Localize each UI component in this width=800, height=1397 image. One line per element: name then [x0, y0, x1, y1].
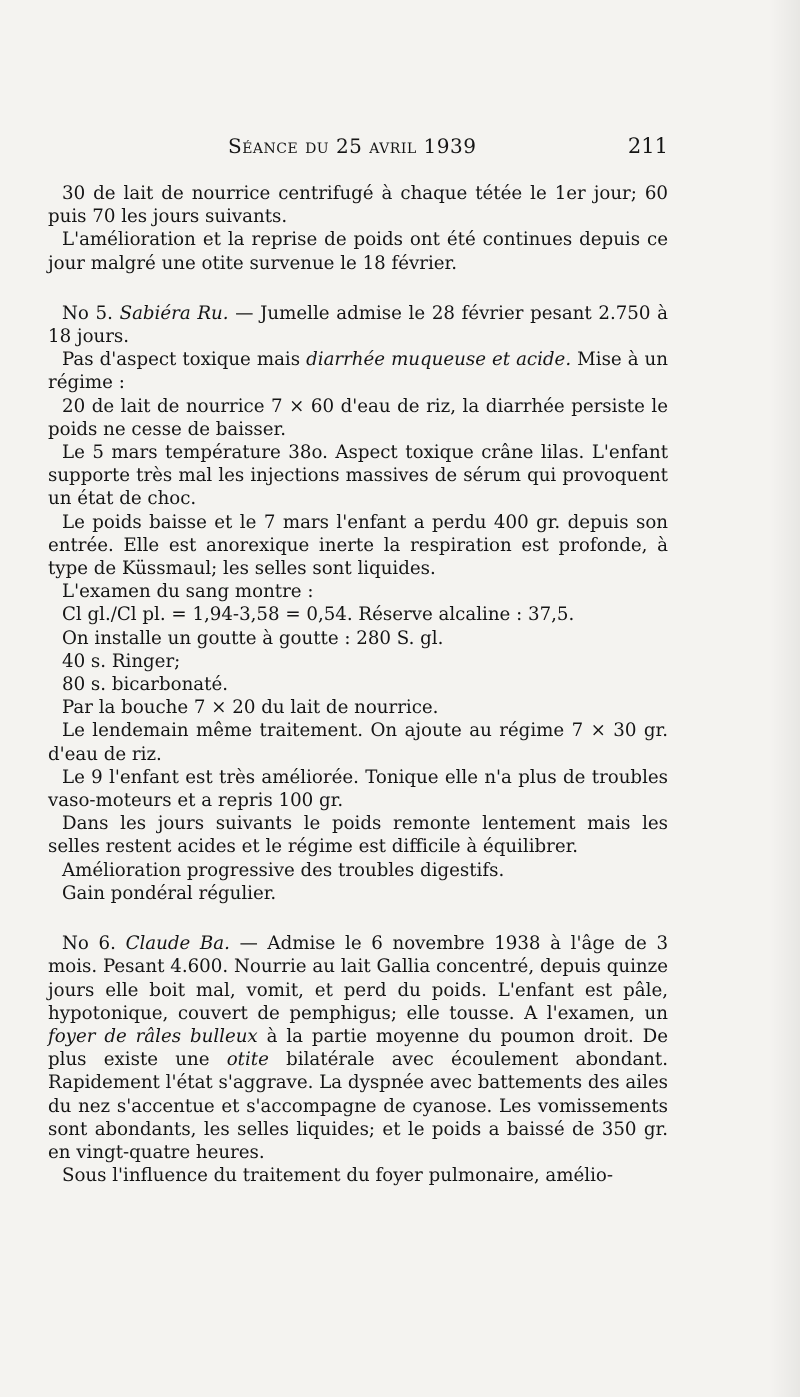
paragraph: Gain pondéral régulier. [62, 882, 277, 904]
case-number: No 5. [62, 302, 113, 324]
page-number: 211 [627, 134, 668, 158]
paragraph: Le lendemain même traitement. On ajoute au régime 7 × 30 gr. d'eau de riz. [48, 720, 668, 765]
case-heading: No 5. Sabiéra Ru. — Jumelle admise le 28 février pesant 2.750 à 18 jours. [48, 302, 668, 348]
running-header [228, 128, 668, 164]
paragraph: 20 de lait de nourrice 7 × 60 d'eau de riz, la diarrhée persiste le poids ne cesse de baisser. [48, 395, 668, 440]
paragraph: Par la bouche 7 × 20 du lait de nourrice. [62, 697, 439, 719]
running-title: Séance du 25 avril 1939 [228, 134, 477, 158]
paragraph: Le 9 l'enfant est très améliorée. Tonique elle n'a plus de troubles vaso-moteurs et a repris 100 gr. [48, 766, 668, 812]
patient-name: Claude Ba. [125, 933, 230, 955]
case-number: No 6. [62, 933, 116, 955]
patient-name: Sabiéra Ru. [119, 302, 229, 324]
lab-result: Cl gl./Cl pl. = 1,94-3,58 = 0,54. Réserve alcaline : 37,5. [62, 604, 575, 626]
paragraph: Amélioration progressive des troubles digestifs. [62, 859, 505, 881]
paragraph: L'amélioration et la reprise de poids ont été continues depuis ce jour malgré une otite survenue le 18 février. [48, 229, 668, 274]
paragraph: Sous l'influence du traitement du foyer pulmonaire, amélio- [62, 1165, 613, 1187]
page-edge-shadow [770, 0, 800, 1397]
paragraph: 80 s. bicarbonaté. [62, 674, 229, 696]
paragraph: Dans les jours suivants le poids remonte lentement mais les selles restent acides et le régime est difficile à équilibrer. [48, 813, 668, 858]
paragraph: L'examen du sang montre : [62, 581, 314, 603]
paragraph: Le 5 mars température 38o. Aspect toxique crâne lilas. L'enfant supporte très mal les injections massives de sérum qui provoquent un état de choc. [48, 442, 668, 510]
paragraph: On installe un goutte à goutte : 280 S. gl. [62, 627, 444, 649]
paragraph: 40 s. Ringer; [62, 650, 181, 672]
paragraph: 30 de lait de nourrice centrifugé à chaque tétée le 1er jour; 60 puis 70 les jours suivants. [48, 183, 668, 228]
paragraph: Pas d'aspect toxique mais diarrhée muqueuse et acide. Mise à un régime : [48, 349, 668, 394]
case-heading: No 6. Claude Ba. — Admise le 6 novembre 1938 à l'âge de 3 mois. Pesant 4.600. Nourrie au lait Gallia concentré, depuis quinze jours elle boit mal, vomit, et perd du poids. L'enfant est pâle, hypotonique, couvert de pemphigus; elle tousse. A l'examen, un foyer de râles bulleux à la partie moyenne du poumon droit. De plus existe une otite bilatérale avec écoulement abondant. Rapidement l'état s'aggrave. La dyspnée avec battements des ailes du nez s'accentue et s'accompagne de cyanose. Les vomissements sont abondants, les selles liquides; et le poids a baissé de 350 gr. en vingt-quatre heures. [48, 933, 669, 1163]
paragraph: Le poids baisse et le 7 mars l'enfant a perdu 400 gr. depuis son entrée. Elle est anorexique inerte la respiration est profonde, à type de Küssmaul; les selles sont liquides. [48, 511, 668, 580]
body-text [48, 182, 668, 1187]
